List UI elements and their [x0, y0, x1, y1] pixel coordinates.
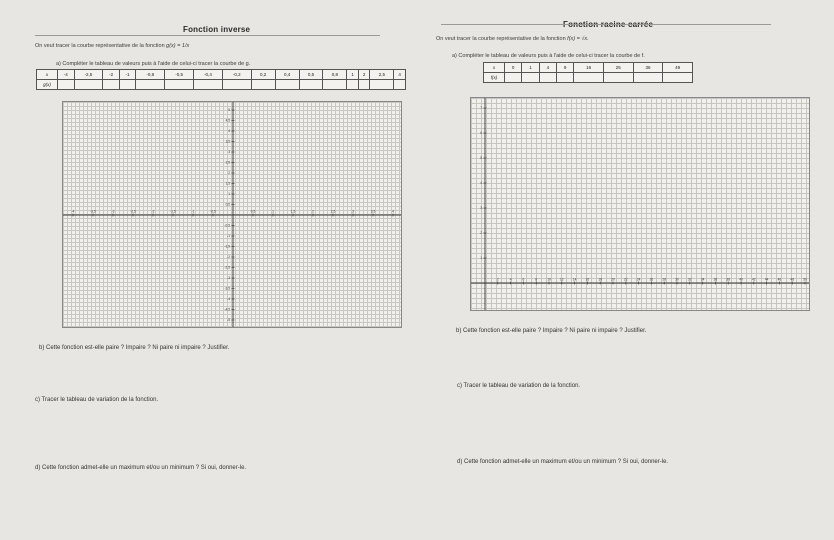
right-x-tick-label: 24 — [636, 277, 641, 282]
left-x-tick-label: -4 — [71, 209, 75, 214]
left-table-gx-cell[interactable] — [347, 80, 359, 90]
right-x-tick-label: 44 — [764, 277, 769, 282]
right-x-tick-label: 18 — [598, 277, 602, 282]
left-x-tick-label: 2,5 — [330, 209, 336, 214]
right-table-row-x — [484, 63, 693, 73]
left-table-x-cell: -4 — [58, 70, 75, 80]
right-table-x-cell: 0 — [505, 63, 522, 73]
left-x-tick-label: 0,5 — [250, 209, 256, 214]
left-table-row-x — [37, 70, 406, 80]
left-y-tick-label: 2,5 — [225, 160, 230, 165]
left-question-d: d) Cette fonction admet-elle un maximum et/ou un minimum ? Si oui, donner-le. — [35, 465, 247, 471]
right-x-tick-label: 30 — [675, 277, 679, 282]
left-table-gx-cell[interactable] — [394, 80, 406, 90]
right-intro-text: On veut tracer la courbe représentative de la fonction — [436, 36, 568, 42]
left-x-tick-label: -1,5 — [170, 209, 176, 214]
left-table-x-cell: -2 — [103, 70, 120, 80]
right-y-tick-label: 2 — [480, 231, 482, 236]
left-table-x-cell: -0,4 — [194, 70, 223, 80]
left-table-x-cell: -1 — [119, 70, 136, 80]
right-table-x-cell: 36 — [633, 63, 663, 73]
left-y-tick-label: 3 — [228, 150, 230, 155]
left-table-gx-cell[interactable] — [119, 80, 136, 90]
left-x-tick-label: -1 — [191, 209, 195, 214]
left-x-tick-label: 3 — [352, 209, 354, 214]
right-table-x-label: x — [484, 63, 505, 73]
right-intro — [436, 36, 589, 42]
left-x-tick-label: -3 — [111, 209, 115, 214]
right-table-row-fx — [484, 73, 693, 83]
left-table-x-cell: 0,5 — [299, 70, 323, 80]
right-x-tick-label: 26 — [649, 277, 654, 282]
left-table-row-gx — [37, 80, 406, 90]
left-y-tick-label: 2 — [228, 171, 230, 176]
left-y-tick-label: -4,5 — [224, 307, 230, 312]
left-y-tick-label: -2 — [227, 255, 230, 260]
left-y-tick-label: -3 — [227, 276, 230, 281]
left-y-tick-label: 4 — [228, 129, 230, 134]
right-question-d: d) Cette fonction admet-elle un maximum et/ou un minimum ? Si oui, donner-le. — [457, 459, 669, 465]
left-table-x-cell: -0,2 — [222, 70, 251, 80]
left-y-tick-label: -4 — [227, 297, 230, 302]
left-x-tick-label: -0,5 — [210, 209, 216, 214]
left-x-tick-label: 4 — [392, 209, 394, 214]
left-intro-text: On veut tracer la courbe représentative de la fonction — [35, 43, 167, 49]
right-y-tick-label: 7 — [480, 106, 482, 111]
right-intro-formula: f(x) = √x. — [567, 36, 589, 42]
left-table-gx-cell[interactable] — [103, 80, 120, 90]
right-graph-axes — [471, 98, 809, 310]
left-table-x-cell: 0,2 — [251, 70, 275, 80]
right-table-x-cell: 4 — [539, 63, 556, 73]
left-table-gx-cell[interactable] — [323, 80, 347, 90]
right-x-tick-label: 10 — [547, 277, 551, 282]
right-table-fx-cell[interactable] — [603, 73, 633, 83]
right-x-tick-label: 46 — [777, 277, 782, 282]
left-table-x-cell: -0,8 — [136, 70, 165, 80]
left-table-x-cell: 4 — [394, 70, 406, 80]
left-x-tick-label: -2,5 — [130, 209, 136, 214]
right-y-tick-label: 3 — [480, 206, 482, 211]
right-x-tick-label: 38 — [726, 277, 730, 282]
right-table-x-cell: 9 — [556, 63, 573, 73]
left-instruction-a: a) Compléter le tableau de valeurs puis à l'aide de celui-ci tracer la courbe de g. — [56, 61, 251, 67]
left-table-gx-cell[interactable] — [165, 80, 194, 90]
right-table-x-cell: 16 — [574, 63, 604, 73]
left-table-x-cell: 0,8 — [323, 70, 347, 80]
right-table-fx-cell[interactable] — [556, 73, 573, 83]
right-x-tick-label: 32 — [688, 277, 692, 282]
right-table-x-cell: 1 — [522, 63, 539, 73]
right-y-tick-label: 5 — [480, 156, 482, 161]
left-graph-axes — [63, 102, 401, 327]
left-table-gx-cell[interactable] — [222, 80, 251, 90]
left-title-rule — [35, 35, 380, 36]
left-x-tick-label: 1 — [272, 209, 274, 214]
left-title: Fonction inverse — [183, 25, 251, 34]
right-x-tick-label: 14 — [572, 277, 577, 282]
left-y-tick-label: -0,5 — [224, 223, 230, 228]
right-x-tick-label: 42 — [752, 277, 756, 282]
left-table-gx-cell[interactable] — [251, 80, 275, 90]
right-x-tick-label: 36 — [713, 277, 718, 282]
right-table-fx-cell[interactable] — [574, 73, 604, 83]
left-y-tick-label: -5 — [227, 318, 230, 323]
left-y-tick-label: 0,5 — [225, 202, 230, 207]
left-graph-grid[interactable] — [62, 101, 402, 328]
left-y-tick-label: -3,5 — [224, 286, 230, 291]
left-table-x-cell: 2 — [358, 70, 370, 80]
right-y-tick-label: 1 — [480, 256, 482, 261]
left-intro-formula: g(x) = 1/x — [166, 43, 190, 49]
right-table-fx-cell[interactable] — [663, 73, 693, 83]
right-x-tick-label: 16 — [585, 277, 590, 282]
left-y-tick-label: 1 — [228, 192, 230, 197]
left-table-x-cell: -2,5 — [74, 70, 103, 80]
left-table-gx-cell[interactable] — [358, 80, 370, 90]
right-x-tick-label: 48 — [790, 277, 794, 282]
left-value-table — [36, 69, 406, 90]
right-table-x-cell: 25 — [603, 63, 633, 73]
left-y-tick-label: 5 — [228, 108, 230, 113]
right-x-tick-label: 2 — [496, 277, 499, 282]
left-table-gx-cell[interactable] — [299, 80, 323, 90]
right-y-tick-label: 4 — [480, 181, 482, 186]
right-x-tick-label: 28 — [662, 277, 666, 282]
right-y-tick-label: 6 — [480, 131, 482, 136]
right-instruction-a: a) Compléter le tableau de valeurs puis à l'aide de celui-ci tracer la courbe de f. — [452, 53, 645, 59]
left-table-gx-label: g(x) — [37, 80, 58, 90]
left-table-gx-cell[interactable] — [58, 80, 75, 90]
left-y-tick-label: 4,5 — [225, 118, 230, 123]
right-question-c: c) Tracer le tableau de variation de la fonction. — [457, 383, 581, 389]
left-question-b: b) Cette fonction est-elle paire ? Impaire ? Ni paire ni impaire ? Justifier. — [39, 345, 230, 351]
right-x-tick-label: 20 — [611, 277, 615, 282]
left-table-gx-cell[interactable] — [136, 80, 165, 90]
left-x-tick-label: 2 — [312, 209, 314, 214]
left-table-gx-cell[interactable] — [194, 80, 223, 90]
left-question-c: c) Tracer le tableau de variation de la fonction. — [35, 397, 159, 403]
right-table-fx-cell[interactable] — [633, 73, 663, 83]
left-x-tick-label: -2 — [151, 209, 155, 214]
right-graph-grid[interactable] — [470, 97, 810, 311]
right-x-tick-label: 22 — [624, 277, 628, 282]
right-x-tick-label: 4 — [509, 277, 512, 282]
right-x-tick-label: 6 — [522, 277, 525, 282]
left-y-tick-label: -1,5 — [224, 244, 230, 249]
left-table-gx-cell[interactable] — [275, 80, 299, 90]
right-x-tick-label: 12 — [560, 277, 564, 282]
right-table-fx-cell[interactable] — [522, 73, 539, 83]
left-y-tick-label: -1 — [227, 234, 230, 239]
left-y-tick-label: 1,5 — [225, 181, 230, 186]
left-table-gx-cell[interactable] — [74, 80, 103, 90]
left-x-tick-label: -3,5 — [90, 209, 96, 214]
left-intro — [35, 43, 189, 49]
left-table-gx-cell[interactable] — [370, 80, 394, 90]
right-table-x-cell: 49 — [663, 63, 693, 73]
left-x-tick-label: 1,5 — [290, 209, 296, 214]
left-y-tick-label: 3,5 — [225, 139, 230, 144]
right-x-tick-label: 40 — [739, 277, 743, 282]
left-y-tick-label: -2,5 — [224, 265, 230, 270]
right-x-tick-label: 8 — [535, 277, 538, 282]
right-x-tick-label: 34 — [700, 277, 705, 282]
left-table-x-cell: -0,5 — [165, 70, 194, 80]
right-table-fx-cell[interactable] — [505, 73, 522, 83]
right-title-rule — [441, 24, 771, 25]
left-table-x-cell: 0,4 — [275, 70, 299, 80]
right-table-fx-label: f(x) — [484, 73, 505, 83]
left-table-x-cell: 1 — [347, 70, 359, 80]
right-question-b: b) Cette fonction est-elle paire ? Impaire ? Ni paire ni impaire ? Justifier. — [456, 328, 647, 334]
right-x-tick-label: 50 — [803, 277, 807, 282]
right-value-table — [483, 62, 693, 83]
left-x-tick-label: 3,5 — [370, 209, 376, 214]
left-table-x-cell: 2,5 — [370, 70, 394, 80]
right-table-fx-cell[interactable] — [539, 73, 556, 83]
left-table-x-label: x — [37, 70, 58, 80]
